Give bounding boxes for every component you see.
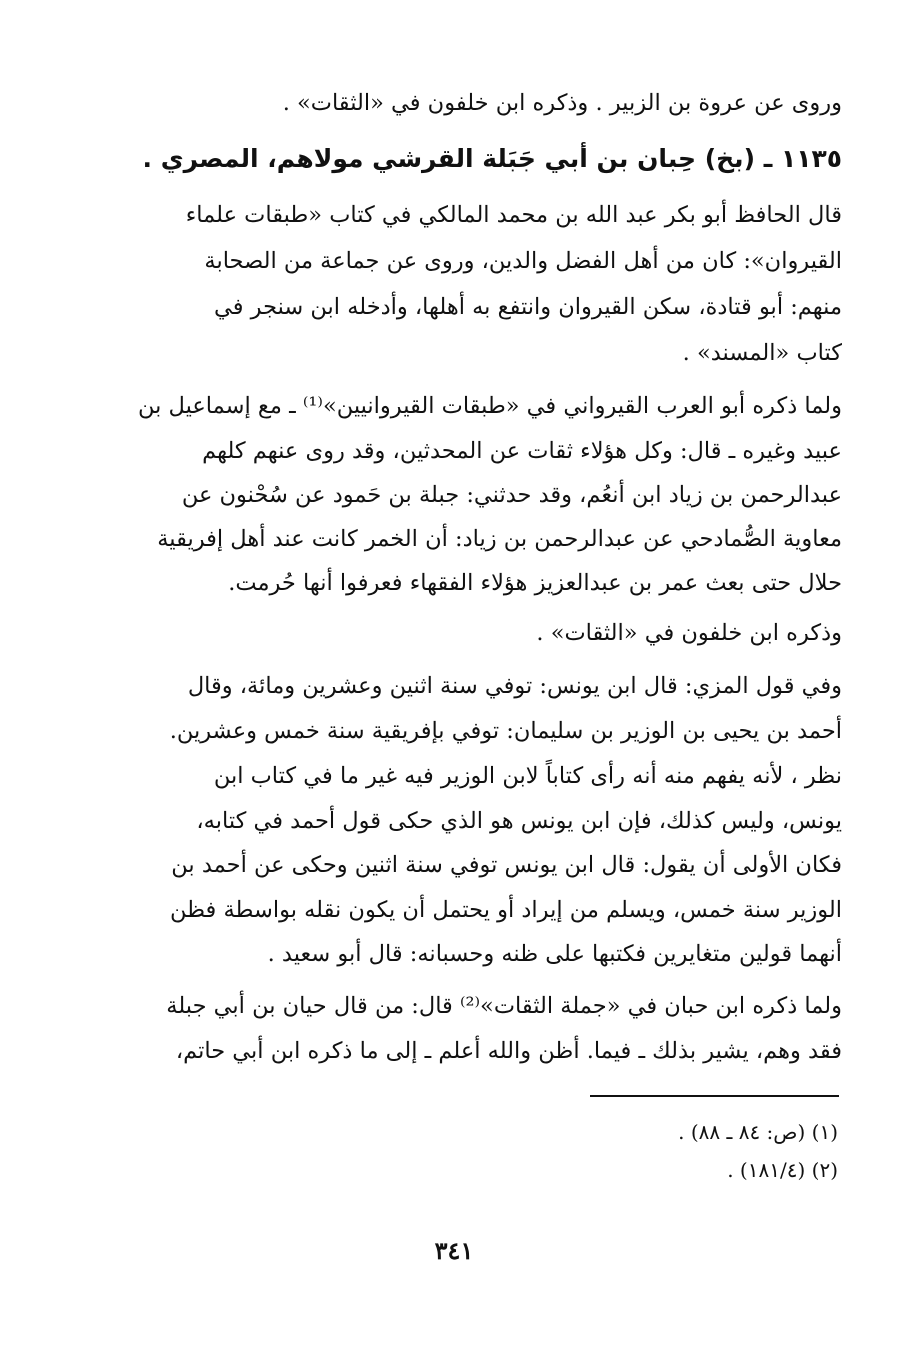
text-line: منهم: أبو قتادة، سكن القيروان وانتفع به أهلها، وأدخله ابن سنجر في [214, 294, 842, 320]
text-line: قال الحافظ أبو بكر عبد الله بن محمد المالكي في كتاب «طبقات علماء [185, 202, 842, 228]
text-line: كتاب «المسند» . [682, 340, 842, 366]
text-line: الوزير سنة خمس، ويسلم من إيراد أو يحتمل أن يكون نقله بواسطة فظن [169, 897, 842, 923]
entry-heading: ١١٣٥ ـ (بخ) حِبان بن أبي جَبَلة القرشي مولاهم، المصري . [142, 144, 842, 173]
text-line: معاوية الصُّمادحي عن عبدالرحمن بن زياد: أن الخمر كانت عند أهل إفريقية [157, 526, 842, 552]
text-line: أحمد بن يحيى بن الوزير بن سليمان: توفي بإفريقية سنة خمس وعشرين. [169, 718, 842, 744]
text-line: وروى عن عروة بن الزبير . وذكره ابن خلفون في «الثقات» . [282, 90, 842, 116]
text-line: وذكره ابن خلفون في «الثقات» . [536, 620, 842, 646]
text-line: وفي قول المزي: قال ابن يونس: توفي سنة اثنين وعشرين ومائة، وقال [187, 673, 842, 699]
text-line: عبدالرحمن بن زياد ابن أنعُم، وقد حدثني: جبلة بن حَمود عن سُحْنون عن [181, 482, 842, 508]
text-line: يونس، وليس كذلك، فإن ابن يونس هو الذي حكى قول أحمد في كتابه، [196, 808, 842, 834]
text-line: عبيد وغيره ـ قال: وكل هؤلاء ثقات عن المحدثين، وقد روى عنهم كلهم [202, 438, 842, 464]
text-line: القيروان»: كان من أهل الفضل والدين، وروى عن جماعة من الصحابة [204, 248, 842, 274]
text-line: نظر ، لأنه يفهم منه أنه رأى كتاباً لابن الوزير فيه غير ما في كتاب ابن [213, 763, 842, 789]
footnote-1: (١) (ص: ٨٤ ـ ٨٨) . [678, 1120, 838, 1144]
text-line: أنهما قولين متغايرين فكتبها على ظنه وحسبانه: قال أبو سعيد . [267, 941, 842, 967]
page-number: ٣٤١ [434, 1236, 474, 1265]
footnote-2: (٢) (١٨١/٤) . [727, 1158, 838, 1182]
text-line: حلال حتى بعث عمر بن عبدالعزيز هؤلاء الفقهاء فعرفوا أنها حُرمت. [228, 570, 842, 596]
text-line: فقد وهم، يشير بذلك ـ فيما. أظن والله أعلم ـ إلى ما ذكره ابن أبي حاتم، [175, 1038, 842, 1064]
text-line: ولما ذكره ابن حبان في «جملة الثقات»⁽²⁾ قال: من قال حيان بن أبي جبلة [166, 993, 842, 1019]
text-line: ولما ذكره أبو العرب القيرواني في «طبقات القيروانيين»⁽¹⁾ ـ مع إسماعيل بن [138, 393, 842, 419]
text-line: فكان الأولى أن يقول: قال ابن يونس توفي سنة اثنين وحكى عن أحمد بن [171, 852, 842, 878]
footnote-separator [590, 1095, 839, 1097]
